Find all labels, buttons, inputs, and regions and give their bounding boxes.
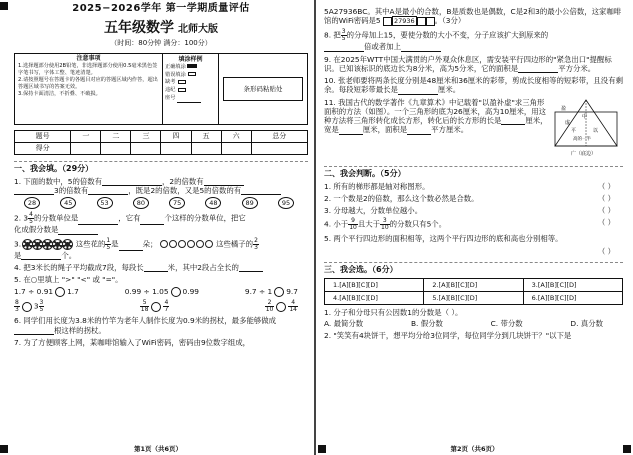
question-text: 8. 把 xyxy=(324,30,341,40)
score-cell: 总分 xyxy=(251,130,307,142)
exam-meta: （时间：80分钟 满分：100分） xyxy=(110,39,212,47)
number-circles xyxy=(14,195,308,209)
score-input[interactable] xyxy=(251,142,307,154)
answer-blank[interactable] xyxy=(241,187,281,195)
answer-blank[interactable] xyxy=(518,65,558,73)
choice-option[interactable]: D. 真分数 xyxy=(570,319,603,329)
denominator: 5 xyxy=(341,35,346,43)
score-input[interactable] xyxy=(161,142,191,154)
denominator: 5 xyxy=(29,218,33,226)
answer-blank[interactable] xyxy=(501,117,525,125)
answer-blank[interactable] xyxy=(88,187,128,195)
choice-option[interactable]: A. 最简分数 xyxy=(324,319,364,329)
question-text: ，它有 xyxy=(118,213,141,223)
question-text: 平方分米。 xyxy=(558,63,596,73)
question-11-text xyxy=(324,98,549,160)
denominator: 10 xyxy=(381,224,389,232)
triangle-figure xyxy=(549,98,623,160)
score-input[interactable] xyxy=(71,142,101,154)
judge-item xyxy=(324,206,623,215)
score-input[interactable] xyxy=(221,142,251,154)
compare-expr: 9.7 ÷ 1 xyxy=(244,287,273,297)
choice-option[interactable]: B. 假分数 xyxy=(410,319,443,329)
question-text: 3的倍数有 xyxy=(54,186,89,195)
denominator: 3 xyxy=(15,306,19,314)
question-7-cont xyxy=(324,7,623,26)
question-text: 的分数单位是 xyxy=(33,213,79,223)
question-text: 的分数只有5个。 xyxy=(389,219,447,229)
score-cell: 六 xyxy=(221,130,251,142)
notice-title: 注意事项 xyxy=(76,54,101,62)
orange-icon xyxy=(187,240,195,248)
question-text: 9. 在2025年WTT中国大满贯的户外观众休息区，需安装平行四边形的"紧急出口"提醒标识。已知该标识的底边长为8分米，高为5分米，它的面积是 xyxy=(324,54,612,73)
numerator: 1 xyxy=(106,236,111,244)
corner-mark xyxy=(623,445,631,453)
numerator: 4 xyxy=(288,300,298,307)
compare-item xyxy=(140,300,169,313)
fraction xyxy=(140,300,150,313)
denominator: 5 xyxy=(106,243,111,251)
corner-mark xyxy=(0,2,8,10)
fill-correct-label: 正确填涂 xyxy=(165,63,186,70)
number-circle: 53 xyxy=(97,197,113,209)
question-text: 2. 一个数是2的倍数，那么这个数必然是合数。 xyxy=(324,193,479,203)
compare-item xyxy=(245,287,298,297)
denominator: 10 xyxy=(349,224,357,232)
answer-row xyxy=(325,278,623,291)
barcode-box: 条形码粘贴处 xyxy=(223,77,303,101)
compare-expr: 0.99 xyxy=(182,287,200,297)
answer-blank[interactable] xyxy=(78,217,118,225)
answer-blank[interactable] xyxy=(21,252,61,260)
number-circle: 80 xyxy=(133,197,149,209)
question-4 xyxy=(14,263,308,272)
compare-circle[interactable] xyxy=(55,287,65,297)
answer-paren[interactable]: （ ） xyxy=(597,181,615,191)
password-digit-box[interactable] xyxy=(426,17,435,26)
orange-icon xyxy=(205,240,213,248)
exam-title: 2025−2026学年 第一学期质量评估 xyxy=(72,3,250,14)
right-page xyxy=(316,0,633,455)
answer-paren[interactable]: （ ） xyxy=(597,206,615,216)
question-10 xyxy=(324,76,623,95)
answer-bubble[interactable]: 5.[A][B][C][D] xyxy=(424,291,523,304)
judge-item xyxy=(324,234,623,243)
orange-icon xyxy=(160,240,168,248)
answer-paren[interactable]: （ ） xyxy=(597,246,615,256)
judge-item xyxy=(324,218,623,231)
judge-4-text xyxy=(324,218,446,231)
compare-item xyxy=(125,287,199,297)
numerator: 4 xyxy=(29,211,33,219)
question-text: 厘米，面积是 xyxy=(362,125,408,135)
numerator: 2 xyxy=(265,300,275,307)
fraction xyxy=(253,238,259,251)
score-cell: 一 xyxy=(71,130,101,142)
denominator: 3 xyxy=(254,243,258,251)
question-6 xyxy=(14,316,308,335)
fraction xyxy=(39,300,45,313)
numerator: 2 xyxy=(254,236,258,244)
violation-checkbox[interactable] xyxy=(178,88,186,92)
compare-item xyxy=(14,300,44,313)
question-text: 是 xyxy=(14,250,22,260)
mixed-whole: 3 xyxy=(23,213,29,223)
fraction xyxy=(288,300,298,313)
section-heading: 二、我会判断。（5分） xyxy=(324,166,623,179)
question-text: ，2的倍数有 xyxy=(162,176,204,186)
question-text: 化成假分数是 xyxy=(14,225,59,235)
question-text: 5. 两个平行四边形的面积相等，这两个平行四边形的底和高也分别相等。 xyxy=(324,234,563,244)
orange-icon xyxy=(169,240,177,248)
answer-blank[interactable] xyxy=(58,227,98,235)
password-digit-box[interactable] xyxy=(417,17,426,26)
answer-paren[interactable]: （ ） xyxy=(597,193,615,203)
compare-item xyxy=(265,300,298,313)
score-cell: 三 xyxy=(131,130,161,142)
page-footer: 第1页（共6页） xyxy=(133,444,183,453)
question-8 xyxy=(324,29,623,51)
question-text: 平方厘米。 xyxy=(431,125,469,135)
numerator: 5 xyxy=(140,300,150,307)
compare-item xyxy=(14,287,79,297)
fill-example-title: 填涂样例 xyxy=(178,55,203,63)
question-text: 5. 在○里填上 ">" "<" 或 "="。 xyxy=(14,275,123,284)
fraction xyxy=(380,218,390,231)
numerator: 4 xyxy=(164,299,169,307)
answer-blank[interactable] xyxy=(401,44,441,52)
compare-circle[interactable] xyxy=(151,302,161,312)
orange-icon xyxy=(178,240,186,248)
score-table-header-row xyxy=(15,130,308,142)
fig-label: 高的一半 xyxy=(573,136,591,142)
numerator: 9 xyxy=(348,218,358,225)
question-7 xyxy=(14,338,308,347)
question-text: ，既是2的倍数，又是5的倍数的有 xyxy=(128,186,242,195)
question-1 xyxy=(14,177,308,196)
answer-bubble[interactable]: 3.[A][B][C][D] xyxy=(523,278,622,291)
question-text: 1. 下面的数中，5的倍数有 xyxy=(14,176,103,186)
flower-icon xyxy=(33,240,42,249)
barcode-area xyxy=(219,54,307,124)
judge-item-5-paren xyxy=(324,247,623,256)
answer-blank[interactable] xyxy=(14,327,54,335)
answer-blank[interactable] xyxy=(398,87,438,95)
answer-blank[interactable] xyxy=(204,178,244,186)
choice-question-1 xyxy=(324,308,623,317)
question-text: 个。 xyxy=(61,250,77,260)
answer-bubble[interactable]: 1.[A][B][C][D] xyxy=(325,278,424,291)
fraction xyxy=(14,300,20,313)
compare-circle[interactable] xyxy=(171,287,181,297)
seat-label: 座号 xyxy=(165,95,176,102)
numerator: 3 xyxy=(380,218,390,225)
answer-blank[interactable] xyxy=(14,187,54,195)
denominator: 10 xyxy=(265,306,274,314)
compare-circle[interactable] xyxy=(276,302,286,312)
compare-row xyxy=(14,300,308,313)
question-text: 这些花的 xyxy=(75,239,106,248)
answer-blank[interactable] xyxy=(144,264,168,272)
flower-icon xyxy=(43,240,52,249)
numerator: 8 xyxy=(15,299,19,307)
mixed-whole: 3 xyxy=(33,301,39,311)
number-circle: 28 xyxy=(24,197,40,209)
fig-label: 虚 xyxy=(565,119,571,126)
fraction xyxy=(265,300,275,313)
fraction xyxy=(348,218,358,231)
answer-blank[interactable] xyxy=(119,243,143,251)
notice-item: 2.请按照题号在答题卡的各题目对应的答题区域内作答，超出答题区域书写的答案无效。 xyxy=(18,76,158,90)
number-circle: 45 xyxy=(60,197,76,209)
question-3: 3. 这些花的 $\frac{1}{5}$ 是 朵； 这些橘子的 $\frac{2}{3}$ 是 个。 xyxy=(14,236,258,260)
fig-label: 平 xyxy=(571,127,577,134)
compare-expr: 9.7 xyxy=(286,287,298,297)
numerator: 3 xyxy=(341,28,346,36)
absent-label: 缺考 xyxy=(165,79,176,86)
fig-label: 中 xyxy=(582,113,588,120)
question-text: 1. 分子和分母只有公因数1的分数是（ ）。 xyxy=(324,307,463,317)
notice-item: 1.选择题部分使用2B铅笔，非选择题部分使用0.5毫米黑色签字笔书写，字体工整、笔迹清楚。 xyxy=(18,62,158,76)
question-text: 米，其中2段占全长的 xyxy=(167,262,239,272)
subject-name: 五年级数学 xyxy=(104,19,174,36)
question-text: 根这样的拐杖。 xyxy=(54,325,106,335)
judge-item xyxy=(324,182,623,191)
compare-expr: 1.7 xyxy=(67,287,79,297)
answer-row xyxy=(325,291,623,304)
question-text: 11. 我国古代的数学著作《九章算术》中记载着"以盈补虚"求三角形面积的方法（如图）。一个三角形的底为26厘米，高为10厘米，用这种方法将三角形转化成长方形，转化后的长方形的长是 xyxy=(324,97,547,126)
number-circle: 95 xyxy=(278,197,294,209)
fill-example-panel xyxy=(163,54,219,124)
question-text: 这些橘子的 xyxy=(216,239,254,248)
left-page xyxy=(0,0,316,455)
question-text: 4. 把3米长的绳子平均截成7段，每段长 xyxy=(14,262,144,272)
answer-blank[interactable] xyxy=(324,44,364,52)
section-heading: 三、我会选。（6分） xyxy=(324,262,623,275)
score-table-score-row xyxy=(15,142,308,154)
seat-field[interactable] xyxy=(177,95,201,103)
score-input[interactable] xyxy=(131,142,161,154)
page-footer: 第2页（共6页） xyxy=(450,444,499,453)
flower-icon xyxy=(63,240,72,249)
numerator: 3 xyxy=(39,299,44,307)
answer-bubble[interactable]: 4.[A][B][C][D] xyxy=(325,291,424,304)
denominator: 7 xyxy=(164,306,169,314)
question-text: 3. 分母越大，分数单位越小。 xyxy=(324,206,423,216)
orange-icon xyxy=(196,240,204,248)
question-2: 2. 3 $\frac{4}{5}$ 的分数单位是 ，它有 个这样的分数单位，把它 化成假分数是 xyxy=(14,211,246,235)
judge-item xyxy=(324,194,623,203)
fig-label: 盈 xyxy=(561,105,567,112)
flower-icon xyxy=(23,240,32,249)
question-text: 。（3分） xyxy=(434,16,466,26)
choice-question-2 xyxy=(324,331,623,340)
question-text: 6. 同学们用长度为3.8米的竹竿为老年人制作长度为0.9米的拐杖，最多能够做成 xyxy=(14,316,277,326)
question-text: 1. 所有的梯形都是轴对称图形。 xyxy=(324,181,430,191)
absent-checkbox[interactable] xyxy=(178,80,186,84)
compare-expr: 0.99 ÷ 1.05 xyxy=(124,287,169,297)
fig-label: 以 xyxy=(593,127,599,134)
notice-panel xyxy=(15,54,163,124)
question-text: 是 xyxy=(111,239,119,248)
password-fixed-digits: 27936 xyxy=(393,17,415,26)
score-cell: 得分 xyxy=(15,142,71,154)
score-cell: 五 xyxy=(191,130,221,142)
choice-option[interactable]: C. 带分数 xyxy=(490,319,523,329)
choice-options xyxy=(324,319,623,328)
denominator: 5 xyxy=(39,306,44,314)
answer-blank[interactable] xyxy=(407,127,431,135)
question-text: 厘米，宽是 xyxy=(324,116,548,135)
notice-item: 3.保持卡面清洁，不折叠、不破损。 xyxy=(18,90,101,97)
wrong-mark-icon xyxy=(188,72,196,76)
number-circle: 48 xyxy=(205,197,221,209)
violation-label: 违纪 xyxy=(165,87,176,94)
password-digit-box[interactable] xyxy=(383,17,392,26)
section-heading: 一、我会填。（29分） xyxy=(14,161,308,174)
filled-mark-icon xyxy=(187,64,197,68)
score-cell: 题号 xyxy=(15,130,71,142)
score-cell: 四 xyxy=(161,130,191,142)
edition: 北师大版 xyxy=(178,23,218,35)
question-text: 的分母加上15，要使分数的大小不变，分子应该扩大到原来的 xyxy=(346,30,549,40)
answer-blank[interactable] xyxy=(239,264,263,272)
compare-circle[interactable] xyxy=(22,302,32,312)
fill-wrong-label: 错误填涂 xyxy=(165,71,186,78)
question-9 xyxy=(324,55,623,74)
score-cell: 二 xyxy=(101,130,131,142)
answer-blank[interactable] xyxy=(102,178,162,186)
question-text: 4. 小于 xyxy=(324,219,349,229)
compare-circle[interactable] xyxy=(274,287,284,297)
answer-bubble[interactable]: 2.[A][B][C][D] xyxy=(424,278,523,291)
question-text: 10. 张老师要将两条长度分别是48厘米和36厘米的彩带，剪成长度相等的短彩带，且没有剩余。每段短彩带最长是 xyxy=(324,76,623,95)
number-circle: 89 xyxy=(242,197,258,209)
number-circle: 75 xyxy=(169,197,185,209)
fig-label: 广（底边） xyxy=(571,150,597,157)
question-text: 2. "笑笑有4块饼干，想平均分给3位同学，每位同学分到几块饼干？"以下是 xyxy=(324,331,572,341)
question-text: 朵； xyxy=(142,239,158,248)
question-text: 7. 为了方便顾客上网，某咖啡馆输入了WiFi密码，密码由9位数字组成， xyxy=(14,337,251,347)
compare-row xyxy=(14,287,308,297)
question-text: 5A27936BC。其中A是最小的合数，B是质数也是偶数，C是2和3的最小公倍数，这家咖啡馆的WiFi密码是5 xyxy=(324,7,622,26)
flower-icon xyxy=(53,240,62,249)
denominator: 18 xyxy=(140,306,149,314)
question-11 xyxy=(324,98,623,160)
answer-blank[interactable] xyxy=(140,217,164,225)
answer-paren[interactable]: （ ） xyxy=(597,218,615,228)
question-text: 倍或者加上 xyxy=(364,42,401,52)
question-5 xyxy=(14,275,308,284)
question-text: 个这样的分数单位，把它 xyxy=(164,213,246,223)
notice-box xyxy=(14,53,308,125)
score-input[interactable] xyxy=(191,142,221,154)
question-text: 厘米。 xyxy=(437,85,461,95)
question-text: 且大于 xyxy=(357,219,381,229)
answer-bubble-table xyxy=(324,278,623,305)
fraction xyxy=(163,300,169,313)
score-input[interactable] xyxy=(101,142,131,154)
subject-title xyxy=(14,20,308,38)
answer-blank[interactable] xyxy=(339,127,363,135)
denominator: 14 xyxy=(289,306,297,314)
score-table xyxy=(14,130,308,155)
compare-expr: 1.7 ÷ 0.91 xyxy=(14,287,54,297)
answer-bubble[interactable]: 6.[A][B][C][D] xyxy=(523,291,622,304)
